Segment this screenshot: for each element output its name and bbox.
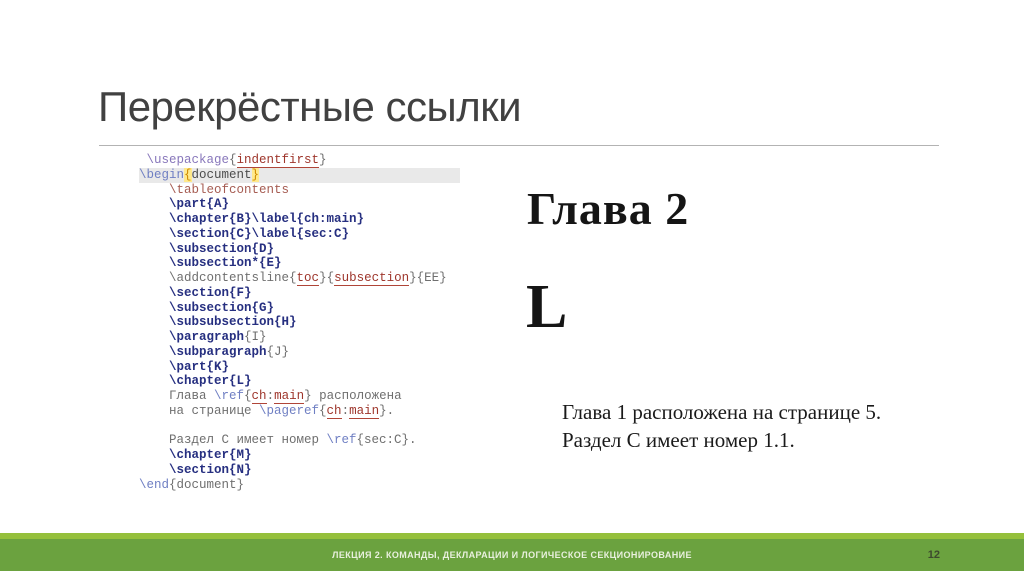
code-line [139, 301, 460, 316]
code-token: \subsection{G} [169, 300, 275, 315]
code-line [139, 360, 460, 375]
code-token: subsection [334, 271, 410, 285]
latex-code-block [139, 153, 460, 492]
code-line [139, 374, 460, 389]
code-token: : [341, 403, 350, 418]
code-line [139, 448, 460, 463]
slide-title: Перекрёстные ссылки [98, 83, 522, 130]
code-token: \subsection{D} [169, 241, 275, 256]
code-line [139, 256, 460, 271]
code-line [139, 271, 460, 286]
code-token: \section{N} [169, 462, 252, 477]
code-line [139, 419, 460, 434]
code-line [139, 389, 460, 404]
code-token: \paragraph [169, 330, 245, 344]
code-line [139, 345, 460, 360]
code-token: \pageref [259, 403, 320, 418]
preview-chapter-heading: Глава 2 [527, 183, 690, 234]
code-token: ch [251, 389, 267, 403]
code-token: Глава [169, 389, 215, 403]
code-token: \part{K} [169, 359, 230, 374]
code-line [139, 330, 460, 345]
code-token: }{EE} [409, 271, 447, 285]
preview-paragraph-line: Раздел C имеет номер 1.1. [562, 427, 795, 452]
code-token: \section{C}\label{sec:C} [169, 226, 350, 241]
code-line [139, 183, 460, 198]
code-token: indentfirst [236, 153, 320, 167]
code-line [139, 168, 460, 183]
title-underline [99, 145, 939, 146]
code-token: \part{A} [169, 197, 230, 212]
code-token: \chapter{B}\label{ch:main} [169, 212, 365, 226]
code-token: { [229, 153, 237, 167]
code-token: ch [326, 403, 342, 418]
code-token: \chapter{M} [169, 448, 252, 462]
code-token: \subsection*{E} [169, 256, 282, 271]
code-line [139, 433, 460, 448]
code-line [139, 242, 460, 257]
code-token: {I} [244, 330, 267, 344]
code-line [139, 478, 460, 493]
code-token: main [274, 389, 305, 403]
code-line [139, 286, 460, 301]
code-line [139, 463, 460, 478]
code-token: \subsubsection{H} [169, 315, 297, 330]
code-token: \ref [214, 389, 245, 403]
code-line [139, 153, 460, 168]
code-token: main [349, 403, 380, 418]
code-token: toc [296, 271, 320, 285]
preview-paragraph-line: Глава 1 расположена на странице 5. [562, 400, 882, 424]
code-token: \ref [326, 433, 357, 448]
code-token: : [266, 389, 275, 403]
code-token: { [244, 389, 252, 403]
code-token: {sec:C}. [356, 433, 417, 448]
code-token: Раздел C имеет номер [169, 433, 327, 448]
code-token: document [191, 167, 252, 182]
code-token: на странице [169, 403, 260, 418]
code-line [139, 212, 460, 227]
code-token: {document} [169, 477, 245, 492]
code-token: { [184, 167, 192, 182]
code-token: } [319, 153, 327, 167]
code-token: \addcontentsline [169, 271, 290, 285]
code-token: { [319, 403, 327, 418]
code-token: \begin [139, 167, 185, 182]
code-token: } [251, 167, 260, 182]
code-token: \chapter{L} [169, 374, 252, 389]
code-line [139, 197, 460, 212]
code-token: \tableofcontents [169, 182, 290, 197]
code-token: }{ [319, 271, 335, 285]
code-token: \usepackage [146, 153, 230, 167]
code-line [139, 227, 460, 242]
code-token: { [289, 271, 297, 285]
preview-paragraph [562, 399, 962, 454]
code-token: \end [139, 477, 170, 492]
code-token: }. [379, 403, 395, 418]
footer-lecture-label: ЛЕКЦИЯ 2. КОМАНДЫ, ДЕКЛАРАЦИИ И ЛОГИЧЕСКОЕ СЕКЦИОНИРОВАНИЕ [332, 550, 692, 560]
code-token: {J} [266, 344, 290, 359]
code-token: \section{F} [169, 285, 252, 300]
code-line [139, 315, 460, 330]
preview-chapter-letter: L [526, 273, 568, 341]
code-token: } расположена [304, 389, 402, 403]
footer-bar [0, 539, 1024, 571]
code-line [139, 404, 460, 419]
footer-page-number: 12 [927, 549, 940, 561]
code-token: \subparagraph [169, 344, 267, 359]
